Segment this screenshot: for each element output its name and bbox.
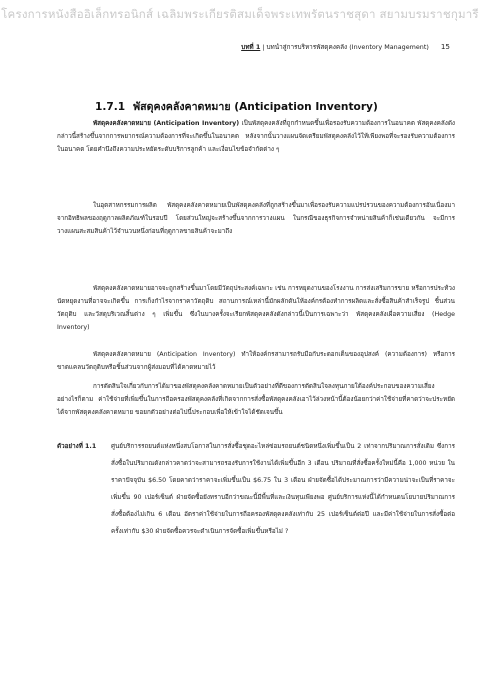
example-label: ตัวอย่างที่ 1.1	[57, 443, 97, 450]
section-title: พัสดุคงคลังคาดหมาย (Anticipation Inventory)	[133, 101, 378, 113]
paragraph-2	[57, 199, 455, 238]
paragraph-3	[57, 282, 455, 334]
defined-term: พัสดุคงคลังคาดหมาย (Anticipation Inventory)	[93, 120, 240, 127]
watermark-text: โครงการหนังสืออิเล็กทรอนิกส์ เฉลิมพระเกียรติสมเด็จพระเทพรัตนราชสุดา สยามบรมราชกุมารี	[1, 7, 479, 21]
paragraph-3-text: พัสดุคงคลังคาดหมายอาจจะถูกสร้างขึ้นมาโดยมีวัตถุประสงค์เฉพาะ เช่น การหยุดงานของโรงงาน การส่งเสริมการขาย หรือการประท้วงนัดหยุดงานที่อาจจะเกิดขึ้น การเก็งกำไรจากราคาวัตถุดิบ สถานการณ์เหล่านี้มักผลักดันให้องค์กรต้องทำการผลิตและสั่งซื้อสินค้าสำเร็จรูป ชิ้นส่วน วัตถุดิบ และวัสดุบริเวณสิ้นต่าง ๆ เพิ่มขึ้น ซึ่งในบางครั้งจะเรียกพัสดุคงคลังดังกล่าวนี้เป็นการเฉพาะว่า พัสดุคงคลังเผื่อความเสี่ยง (Hedge Inventory)	[57, 285, 455, 332]
paragraph-4-text: พัสดุคงคลังคาดหมาย (Anticipation Inventory) ทำให้องค์กรสามารถรับมือกับระดอกเต็นของอุปสงค์ (ความต้องการ) หรือการขาดแคลนวัตถุดิบหรือชิ้นส่วนจากผู้ส่งมอบที่ได้คาดหมายไว้	[57, 351, 455, 372]
running-header	[241, 42, 450, 52]
chapter-title: บทนำสู่การบริหารพัสดุคงคลัง (Inventory Management)	[266, 43, 429, 51]
paragraph-4	[57, 348, 455, 374]
page-number: 15	[440, 42, 450, 51]
example-text: ศูนย์บริการรถยนต์แห่งหนึ่งสบโอกาสในการสั่งซื้อชุดอะไหล่ซ่อมรถยนต์ชนิดหนึ่งเพิ่มขึ้นเป็น 2 เท่าจากปริมาณการสั่งเดิม ซึ่งการสั่งซื้อในปริมาณดังกล่าวคาดว่าจะสามารถรองรับการใช้งานได้เพิ่มขึ้นอีก 3 เดือน ปริมาณที่สั่งซื้อครั้งใหม่นี้คือ 1,000 หน่วย ในราคาปัจจุบัน $6.50 โดยคาดว่าราคาจะเพิ่มขึ้นเป็น $6.75 ใน 3 เดือน ฝ่ายจัดซื้อได้ประมาณการว่ามีความน่าจะเป็นที่ราคาจะเพิ่มขึ้น 90 เปอร์เซ็นต์ ฝ่ายจัดซื้อยังทราบอีกว่าขณะนี้มีพื้นที่และเงินทุนเพียงพอ ศูนย์บริการแห่งนี้ได้กำหนดนโยบายปริมาณการสั่งซื้อต้องไม่เกิน 6 เดือน อัตราค่าใช้จ่ายในการถือครองพัสดุคงคลังเท่ากับ 25 เปอร์เซ็นต์ต่อปี และมีค่าใช้จ่ายในการสั่งซื้อต่อครั้งเท่ากับ $30 ฝ่ายจัดซื้อควรจะดำเนินการจัดซื้อเพิ่มขึ้นหรือไม่ ?	[111, 443, 455, 535]
paragraph-5	[57, 380, 455, 419]
example-block	[57, 439, 455, 540]
paragraph-2-text: ในอุตสาหกรรมการผลิต พัสดุคงคลังคาดหมายเป็นพัสดุคงคลังที่ถูกสร้างขึ้นมาเพื่อรองรับความแปรปรวนของความต้องการอันเนื่องมาจากอิทธิพลของฤดูกาลผลิตภัณฑ์ในรอบปี โดยส่วนใหญ่จะสร้างขึ้นจากการวางแผน ในกรณีของธุรกิจการจำหน่ายสินค้าก็เช่นเดียวกัน จะมีการวางแผนสะสมสินค้าไว้จำนวนหนึ่งก่อนที่ฤดูกาลขายสินค้าจะมาถึง	[57, 202, 455, 236]
paragraph-1	[57, 117, 455, 156]
chapter-label: บทที่ 1	[241, 43, 261, 51]
section-heading	[95, 98, 378, 115]
paragraph-5-text: การตัดสินใจเกี่ยวกับการได้มาของพัสดุคงคลังคาดหมายเป็นตัวอย่างที่ดีของการตัดสินใจลงทุนภายใต้องค์ประกอบของความเสี่ยง อย่างไรก็ตาม ค่าใช้จ่ายที่เพิ่มขึ้นในการถือครองพัสดุคงคลังที่เกิดจากการสั่งซื้อพัสดุคงคลังเอาไว้ล่วงหน้านี้ต้องน้อยกว่าค่าใช้จ่ายที่คาดว่าจะประหยัดได้จากพัสดุคงคลังคาดหมาย ขอยกตัวอย่างต่อไปนี้ประกอบเพื่อให้เข้าใจได้ชัดเจนขึ้น	[57, 383, 455, 417]
section-number: 1.7.1	[95, 101, 126, 113]
paragraph-1-text: เป็นพัสดุคงคลังที่ถูกกำหนดขึ้นเพื่อรองรับความต้องการในอนาคต พัสดุคงคลังดังกล่าวนี้สร้างขึ้นจากการพยากรณ์ความต้องการที่จะเกิดขึ้นในอนาคต หลังจากนั้นวางแผนจัดเตรียมพัสดุคงคลังไว้ให้เพียงพอที่จะรองรับความต้องการในอนาคต โดยคำนึงถึงความประหยัดระดับบริการลูกค้า และเงื่อนไขข้อจำกัดต่าง ๆ	[57, 120, 455, 154]
header-separator: |	[262, 43, 265, 51]
